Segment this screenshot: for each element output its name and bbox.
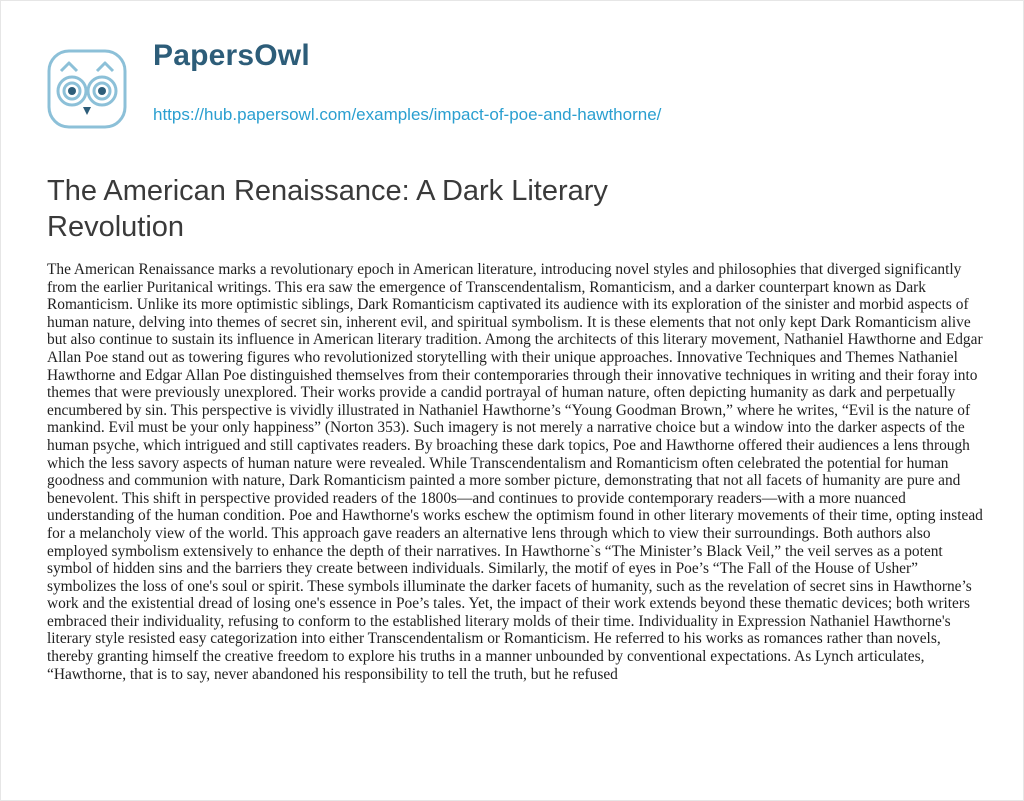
page-title: The American Renaissance: A Dark Literary Revolution xyxy=(47,175,608,243)
owl-logo-icon[interactable] xyxy=(47,49,127,129)
site-header xyxy=(47,39,747,129)
article-body: The American Renaissance marks a revolutionary epoch in American literature, introducing novel styles and philosophies that diverged significantly from the earlier Puritanical writings. This era saw the emergence of Transcendentalism, Romanticism, and a darker counterpart known as Dark Romanticism. Unlike its more optimistic siblings, Dark Romanticism captivated its audience with its exploration of the sinister and morbid aspects of human nature, delving into themes of secret sin, inherent evil, and spiritual symbolism. It is these elements that not only kept Dark Romanticism alive but also continue to sustain its influence in American literary tradition. Among the architects of this literary movement, Nathaniel Hawthorne and Edgar Allan Poe stand out as towering figures who revolutionized storytelling with their unique approaches. Innovative Techniques and Themes Nathaniel Hawthorne and Edgar Allan Poe distinguished themselves from their contemporaries through their innovative techniques in writing and their foray into themes that were previously unexplored. Their works provide a candid portrayal of human nature, often depicting humanity as dark and perpetually encumbered by sin. This perspective is vividly illustrated in Nathaniel Hawthorne’s “Young Goodman Brown,” where he writes, “Evil is the nature of mankind. Evil must be your only happiness” (Norton 353). Such imagery is not merely a narrative choice but a window into the darker aspects of the human psyche, which intrigued and still captivates readers. By broaching these dark topics, Poe and Hawthorne offered their audiences a lens through which the less savory aspects of human nature were revealed. While Transcendentalism and Romanticism often celebrated the potential for human goodness and communion with nature, Dark Romanticism painted a more somber picture, demonstrating that not all facets of humanity are pure and benevolent. This shift in perspective provided readers of the 1800s—and continues to provide contemporary readers—with a more nuanced understanding of the human condition. Poe and Hawthorne's works eschew the optimism found in other literary movements of their time, opting instead for a melancholy view of the world. This approach gave readers an alternative lens through which to view their surroundings. Both authors also employed symbolism extensively to enhance the depth of their narratives. In Hawthorne`s “The Minister’s Black Veil,” the veil serves as a potent symbol of hidden sins and the barriers they create between individuals. Similarly, the motif of eyes in Poe’s “The Fall of the House of Usher” symbolizes the loss of one's soul or spirit. These symbols illuminate the darker facets of humanity, such as the revelation of secret sins in Hawthorne’s work and the existential dread of losing one's essence in Poe’s tales. Yet, the impact of their work extends beyond these thematic devices; both writers embraced their individuality, refusing to conform to the established literary molds of their time. Individuality in Expression Nathaniel Hawthorne's literary style resisted easy categorization into either Transcendentalism or Romanticism. He referred to his works as romances rather than novels, thereby granting himself the creative freedom to explore his truths in a manner unbounded by conventional expectations. As Lynch articulates, “Hawthorne, that is to say, never abandoned his responsibility to tell the truth, but he refused xyxy=(47,261,983,683)
brand-name[interactable]: PapersOwl xyxy=(153,39,310,72)
source-url-link[interactable]: https://hub.papersowl.com/examples/impact-of-poe-and-hawthorne/ xyxy=(153,105,662,124)
